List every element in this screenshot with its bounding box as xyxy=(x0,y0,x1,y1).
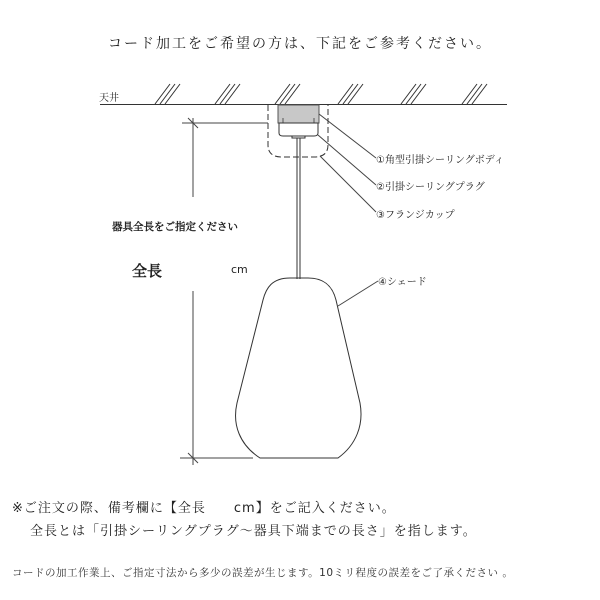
part-label-shade: ④シェード xyxy=(378,277,427,288)
ceiling-body xyxy=(278,105,319,123)
length-unit: cm xyxy=(231,263,248,276)
tolerance-note: コードの加工作業上、ご指定寸法から多少の誤差が生じます。10ミリ程度の誤差をご了承ください 。 xyxy=(12,567,514,579)
dimension-lines xyxy=(180,118,268,465)
part-label-flange-cup: ③フランジカップ xyxy=(376,210,455,221)
order-note: ※ご注文の際、備考欄に【全長 cm】をご記入ください。 xyxy=(12,501,396,516)
ceiling-hatching xyxy=(155,84,487,104)
spec-instruction: 器具全長をご指定ください xyxy=(112,221,238,233)
part-label-ceiling-plug: ②引掛シーリングプラグ xyxy=(376,182,485,193)
part-label-ceiling-body: ①角型引掛シーリングボディ xyxy=(376,155,504,166)
length-label: 全長 xyxy=(132,262,163,280)
ceiling-plug xyxy=(279,123,318,136)
page-title: コード加工をご希望の方は、下記をご参考ください。 xyxy=(108,36,492,52)
length-definition-note: 全長とは「引掛シーリングプラグ～器具下端までの長さ」を指します。 xyxy=(30,524,477,539)
ceiling-label: 天井 xyxy=(99,93,119,104)
leader-lines xyxy=(318,114,378,306)
shade xyxy=(236,278,361,458)
